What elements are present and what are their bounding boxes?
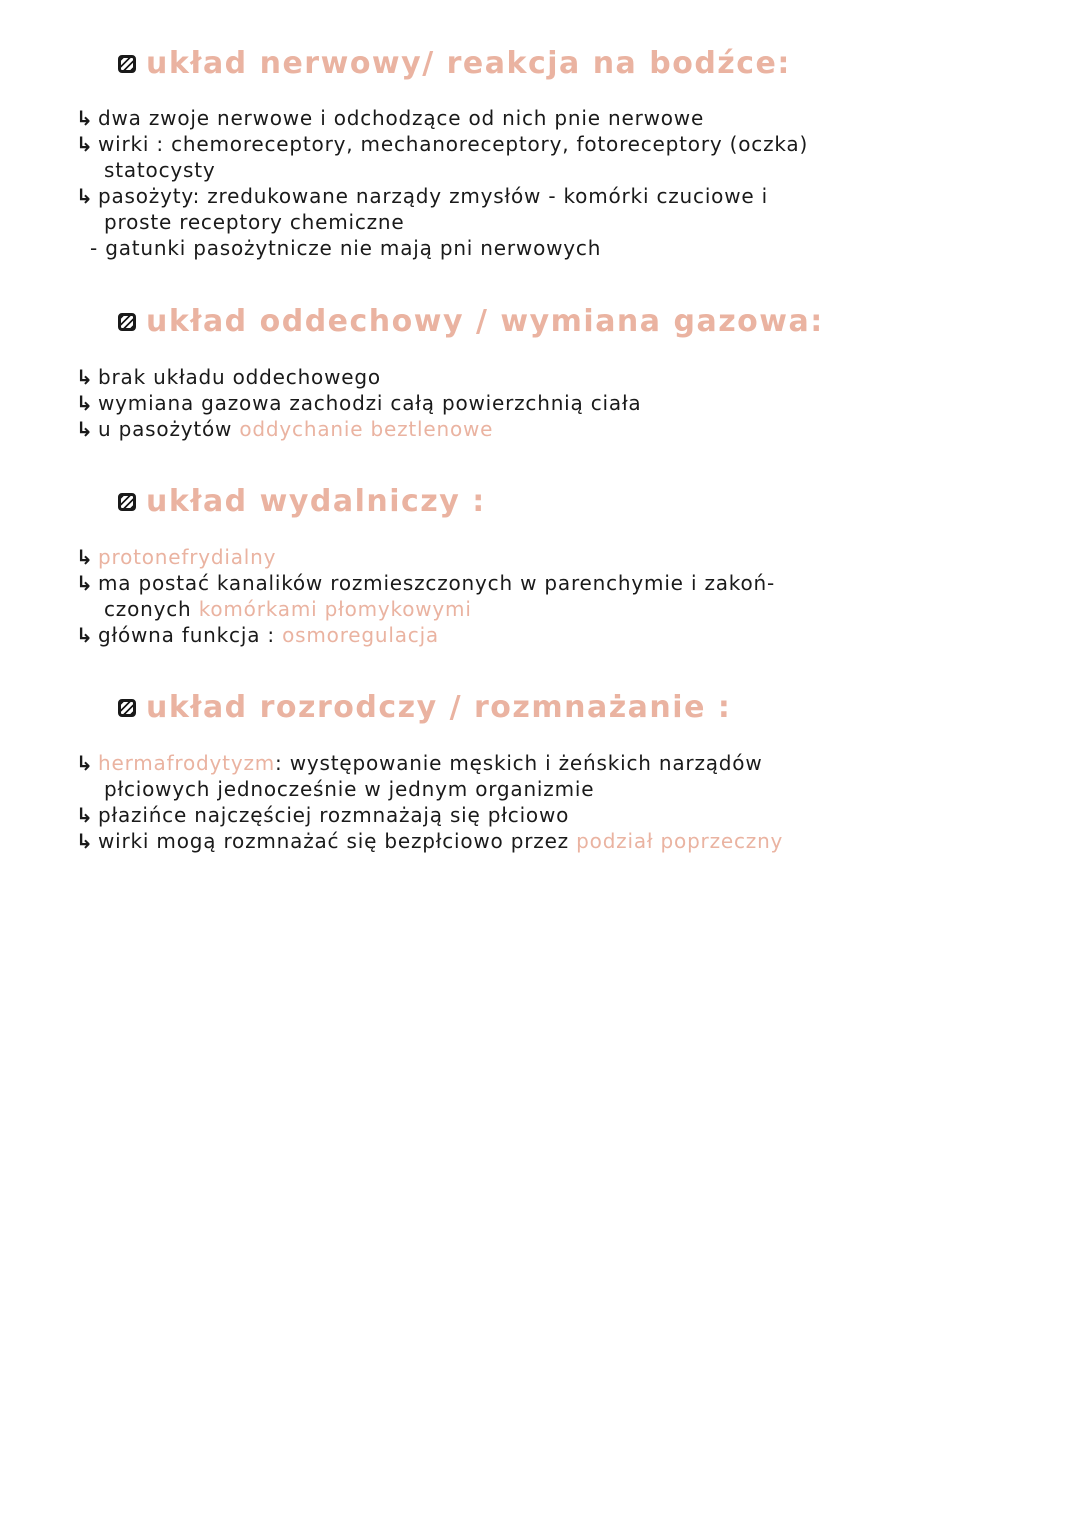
heading-text: układ nerwowy/ reakcja na bodźce: — [146, 46, 791, 81]
list-item-continuation: statocysty — [104, 158, 216, 182]
checkbox-square-icon — [118, 313, 136, 331]
arrow-bullet-icon: ↳ — [76, 545, 94, 569]
list-item: ↳ u pasożytów oddychanie beztlenowe — [76, 417, 494, 441]
list-item-continuation: czonych komórkami płomykowymi — [104, 597, 472, 621]
arrow-bullet-icon: ↳ — [76, 106, 94, 130]
list-item-continuation: proste receptory chemiczne — [104, 210, 405, 234]
list-item: ↳ wirki mogą rozmnażać się bezpłciowo przez podział poprzeczny — [76, 829, 784, 853]
section-heading-excretory — [118, 484, 486, 519]
checkbox-square-icon — [118, 699, 136, 717]
checkbox-square-icon — [118, 493, 136, 511]
section-heading-respiratory — [118, 304, 824, 339]
arrow-bullet-icon: ↳ — [76, 184, 94, 208]
section-heading-nervous — [118, 46, 791, 81]
arrow-bullet-icon: ↳ — [76, 417, 94, 441]
arrow-bullet-icon: ↳ — [76, 365, 94, 389]
list-item-sub: - gatunki pasożytnicze nie mają pni nerwowych — [90, 236, 602, 260]
heading-text: układ wydalniczy : — [146, 484, 486, 519]
list-item: ↳ protonefrydialny — [76, 545, 277, 569]
list-item: ↳ wymiana gazowa zachodzi całą powierzchnią ciała — [76, 391, 642, 415]
list-item: ↳ ma postać kanalików rozmieszczonych w parenchymie i zakoń- — [76, 571, 776, 595]
list-item-continuation: płciowych jednocześnie w jednym organizmie — [104, 777, 595, 801]
list-item: ↳ pasożyty: zredukowane narządy zmysłów - komórki czuciowe i — [76, 184, 768, 208]
heading-text: układ oddechowy / wymiana gazowa: — [146, 304, 824, 339]
arrow-bullet-icon: ↳ — [76, 132, 94, 156]
arrow-bullet-icon: ↳ — [76, 803, 94, 827]
list-item: ↳ główna funkcja : osmoregulacja — [76, 623, 439, 647]
arrow-bullet-icon: ↳ — [76, 391, 94, 415]
list-item: ↳ hermafrodytyzm: występowanie męskich i żeńskich narządów — [76, 751, 763, 775]
dash-bullet: - — [90, 236, 99, 260]
arrow-bullet-icon: ↳ — [76, 829, 94, 853]
heading-text: układ rozrodczy / rozmnażanie : — [146, 690, 732, 725]
arrow-bullet-icon: ↳ — [76, 751, 94, 775]
list-item: ↳ płazińce najczęściej rozmnażają się płciowo — [76, 803, 570, 827]
list-item: ↳ wirki : chemoreceptory, mechanoreceptory, fotoreceptory (oczka) — [76, 132, 809, 156]
section-heading-reproductive — [118, 690, 731, 725]
checkbox-square-icon — [118, 55, 136, 73]
arrow-bullet-icon: ↳ — [76, 571, 94, 595]
list-item: ↳ dwa zwoje nerwowe i odchodzące od nich pnie nerwowe — [76, 106, 705, 130]
list-item: ↳ brak układu oddechowego — [76, 365, 381, 389]
arrow-bullet-icon: ↳ — [76, 623, 94, 647]
